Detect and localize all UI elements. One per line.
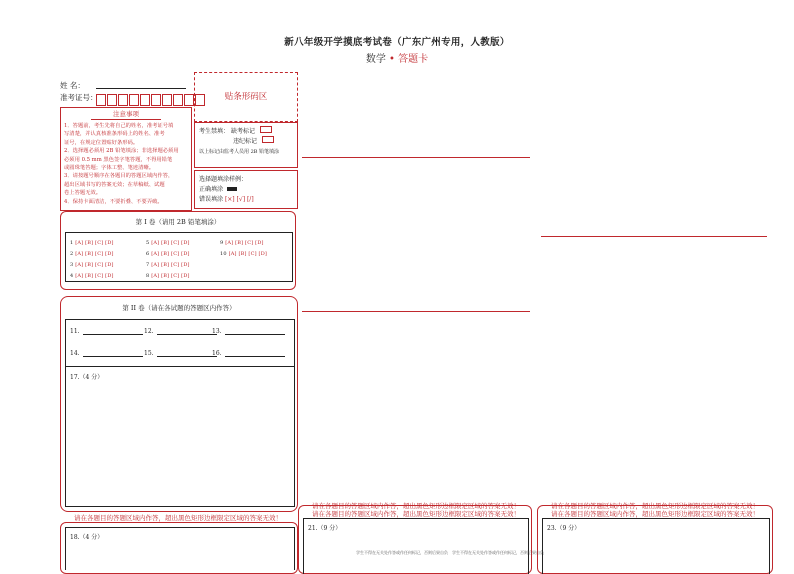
cut-line xyxy=(541,236,767,237)
mc-row[interactable]: 9 [A] [B] [C] [D] xyxy=(220,240,264,246)
warning-middle: 请在各题目的答题区域内作答，超出黑色矩形边框限定区域的答案无效！ 请在各题目的答题区域内作答，超出黑色矩形边框限定区域的答案无效！ xyxy=(312,502,520,518)
notice-box xyxy=(60,107,192,211)
question-23-label: 23.（9 分） xyxy=(547,525,581,532)
question-17-label: 17.（4 分） xyxy=(70,374,104,381)
part1-grid xyxy=(65,232,293,282)
mc-column-2 xyxy=(146,238,190,282)
barcode-area xyxy=(194,72,298,122)
question-18-panel xyxy=(60,522,298,574)
notice-line: 写清楚，并认真核准条形码上的姓名、准考 xyxy=(64,131,165,138)
notice-line: 必须用 0.5 mm 黑色签字笔答题，不得用铅笔 xyxy=(64,156,173,163)
mc-row[interactable]: 8 [A] [B] [C] [D] xyxy=(146,273,190,279)
separator-dot: • xyxy=(389,54,395,65)
notice-line: 或圆珠笔答题；字体工整、笔迹清晰。 xyxy=(64,165,155,172)
mc-row[interactable]: 3 [A] [B] [C] [D] xyxy=(70,262,114,268)
missing-label: 缺考标记 xyxy=(230,128,255,135)
notice-line: 卷上答题无效。 xyxy=(64,190,102,197)
mc-row[interactable]: 6 [A] [B] [C] [D] xyxy=(146,251,190,257)
notice-line: 证号，在规定位置贴好条形码。 xyxy=(64,139,139,146)
divider xyxy=(66,366,294,367)
mc-row[interactable]: 7 [A] [B] [C] [D] xyxy=(146,262,190,268)
name-label: 姓 名： xyxy=(60,81,85,90)
question-23-panel xyxy=(537,505,773,574)
exam-title: 新八年级开学摸底考试卷（广东广州专用，人教版） xyxy=(284,37,510,48)
notice-line: 3．请按题号顺序在各题目的答题区域内作答， xyxy=(64,173,174,180)
blank-q13[interactable]: 13. xyxy=(212,328,285,335)
question-18-label: 18.（4 分） xyxy=(70,534,104,541)
part2-panel xyxy=(60,296,298,512)
question-21-area[interactable] xyxy=(303,518,529,574)
mc-column-1 xyxy=(70,238,114,282)
notice-line: 4．保持卡面清洁，不要折叠、不要弄破。 xyxy=(64,198,163,205)
footer-note-left: 学生不得在无关处作答或作任何标记，否则后果自负 xyxy=(356,550,448,555)
wrong-fill-label: 错误填涂 xyxy=(199,196,224,203)
name-line[interactable] xyxy=(96,88,186,89)
correct-fill-label: 正确填涂 xyxy=(199,186,224,193)
notice-heading: 注意事项 xyxy=(91,108,161,120)
violation-label: 违纪标记 xyxy=(233,138,258,145)
absence-label: 考生禁填： xyxy=(199,128,230,135)
warning-left: 请在各题目的答题区域内作答，超出黑色矩形边框限定区域的答案无效！ xyxy=(74,514,282,522)
part2-title: 第 II 卷（请在各试题的答题区内作答） xyxy=(122,304,236,312)
notice-line: 2．选择题必须用 2B 铅笔填涂；非选择题必须用 xyxy=(64,148,179,155)
question-23-area[interactable] xyxy=(542,518,770,574)
wrong-fill-marks: [×] [√] [/] xyxy=(224,196,254,203)
notice-line: 1．答题前，考生先将自己的姓名，准考证号填 xyxy=(64,123,174,129)
answer-card-subtitle xyxy=(0,50,794,65)
blank-q14[interactable]: 14. xyxy=(70,350,143,357)
barcode-area-label: 贴条形码区 xyxy=(224,92,268,102)
mc-row[interactable]: 1 [A] [B] [C] [D] xyxy=(70,240,114,246)
blank-q15[interactable]: 15. xyxy=(144,350,217,357)
question-21-panel xyxy=(298,505,532,574)
exam-number-label: 准考证号： xyxy=(60,93,98,102)
fill-example-box xyxy=(194,170,298,209)
question-21-label: 21.（9 分） xyxy=(308,525,342,532)
card-label: 答题卡 xyxy=(398,54,429,65)
blank-q12[interactable]: 12. xyxy=(144,328,217,335)
mc-row[interactable]: 10 [A] [B] [C] [D] xyxy=(220,251,268,257)
absence-note: 以上标记由监考人员用 2B 铅笔填涂 xyxy=(199,149,280,155)
notice-list xyxy=(61,120,191,208)
cut-line xyxy=(302,157,530,158)
mc-row[interactable]: 5 [A] [B] [C] [D] xyxy=(146,240,190,246)
part1-title: 第 I 卷（请用 2B 铅笔填涂） xyxy=(135,218,221,226)
part2-answer-area xyxy=(65,319,295,507)
footer-note-right: 学生不得在无关处作答或作任何标记，否则后果自负 xyxy=(452,550,544,555)
subject-label: 数学 xyxy=(365,54,386,65)
part1-panel xyxy=(60,211,296,290)
missing-checkbox[interactable] xyxy=(260,126,272,133)
mc-column-3 xyxy=(220,238,267,260)
mc-row[interactable]: 2 [A] [B] [C] [D] xyxy=(70,251,114,257)
absence-box xyxy=(194,122,298,168)
cut-line xyxy=(302,311,530,312)
question-18-area[interactable] xyxy=(65,527,295,570)
blank-q11[interactable]: 11. xyxy=(70,328,143,335)
correct-fill-mark xyxy=(227,187,237,191)
notice-line: 超出区域书写的答案无效；在草稿纸、试题 xyxy=(64,181,165,188)
blank-q16[interactable]: 16. xyxy=(212,350,285,357)
violation-checkbox[interactable] xyxy=(262,136,274,143)
warning-right: 请在各题目的答题区域内作答，超出黑色矩形边框限定区域的答案无效！ 请在各题目的答题区域内作答，超出黑色矩形边框限定区域的答案无效！ xyxy=(551,502,759,518)
mc-row[interactable]: 4 [A] [B] [C] [D] xyxy=(70,273,114,279)
fill-example-heading: 选择题填涂样例： xyxy=(199,176,248,183)
